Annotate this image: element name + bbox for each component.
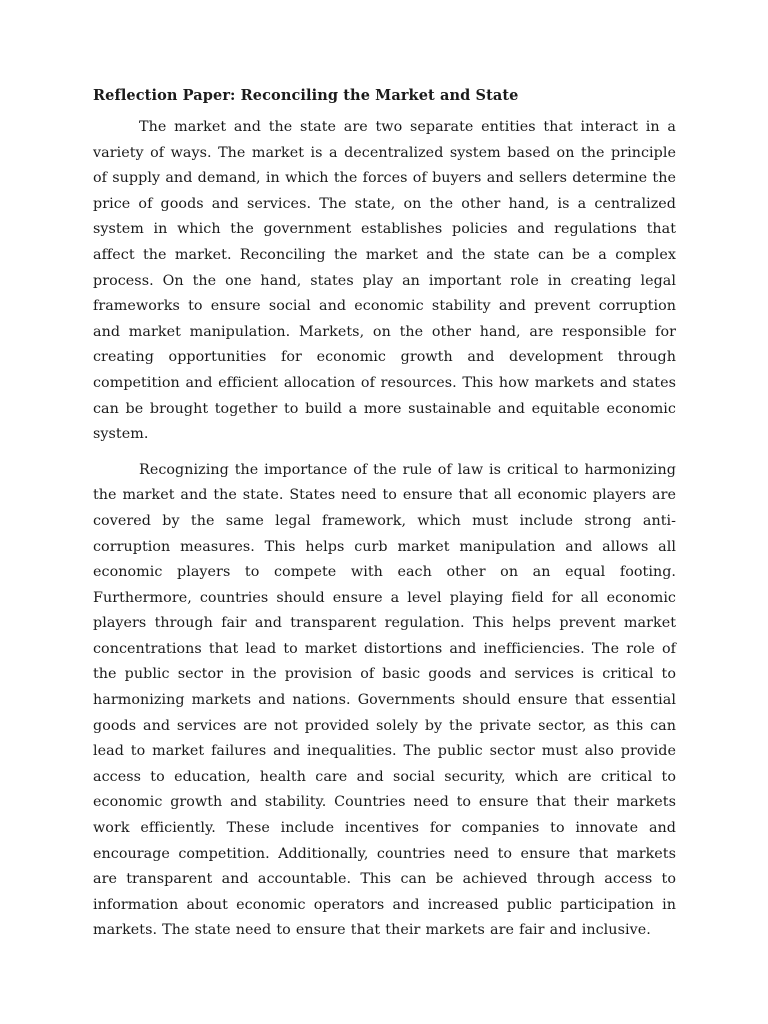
paragraph-2: Recognizing the importance of the rule of law is critical to harmonizing the market and the state. States need to ensure that all economic players are covered by the same legal framework, which must include strong anti-corruption measures. This helps curb market manipulation and allows all economic players to compete with each other on an equal footing. Furthermore, countries should ensure a level playing field for all economic players through fair and transparent regulation. This helps prevent market concentrations that lead to market distortions and inefficiencies. The role of the public sector in the provision of basic goods and services is critical to harmonizing markets and nations. Governments should ensure that essential goods and services are not provided solely by the private sector, as this can lead to market failures and inequalities. The public sector must also provide access to education, health care and social security, which are critical to economic growth and stability. Countries need to ensure that their markets work efficiently. These include incentives for companies to innovate and encourage competition. Additionally, countries need to ensure that markets are transparent and accountable. This can be achieved through access to information about economic operators and increased public participation in markets. The state need to ensure that their markets are fair and inclusive.	[93, 461, 676, 939]
paragraph-1: The market and the state are two separate entities that interact in a variety of ways. The market is a decentralized system based on the principle of supply and demand, in which the forces of buyers and sellers determine the price of goods and services. The state, on the other hand, is a centralized system in which the government establishes policies and regulations that affect the market. Reconciling the market and the state can be a complex process. On the one hand, states play an important role in creating legal frameworks to ensure social and economic stability and prevent corruption and market manipulation. Markets, on the other hand, are responsible for creating opportunities for economic growth and development through competition and efficient allocation of resources. This how markets and states can be brought together to build a more sustainable and equitable economic system.	[93, 119, 676, 443]
document-title: Reflection Paper: Reconciling the Market and State	[93, 87, 519, 104]
